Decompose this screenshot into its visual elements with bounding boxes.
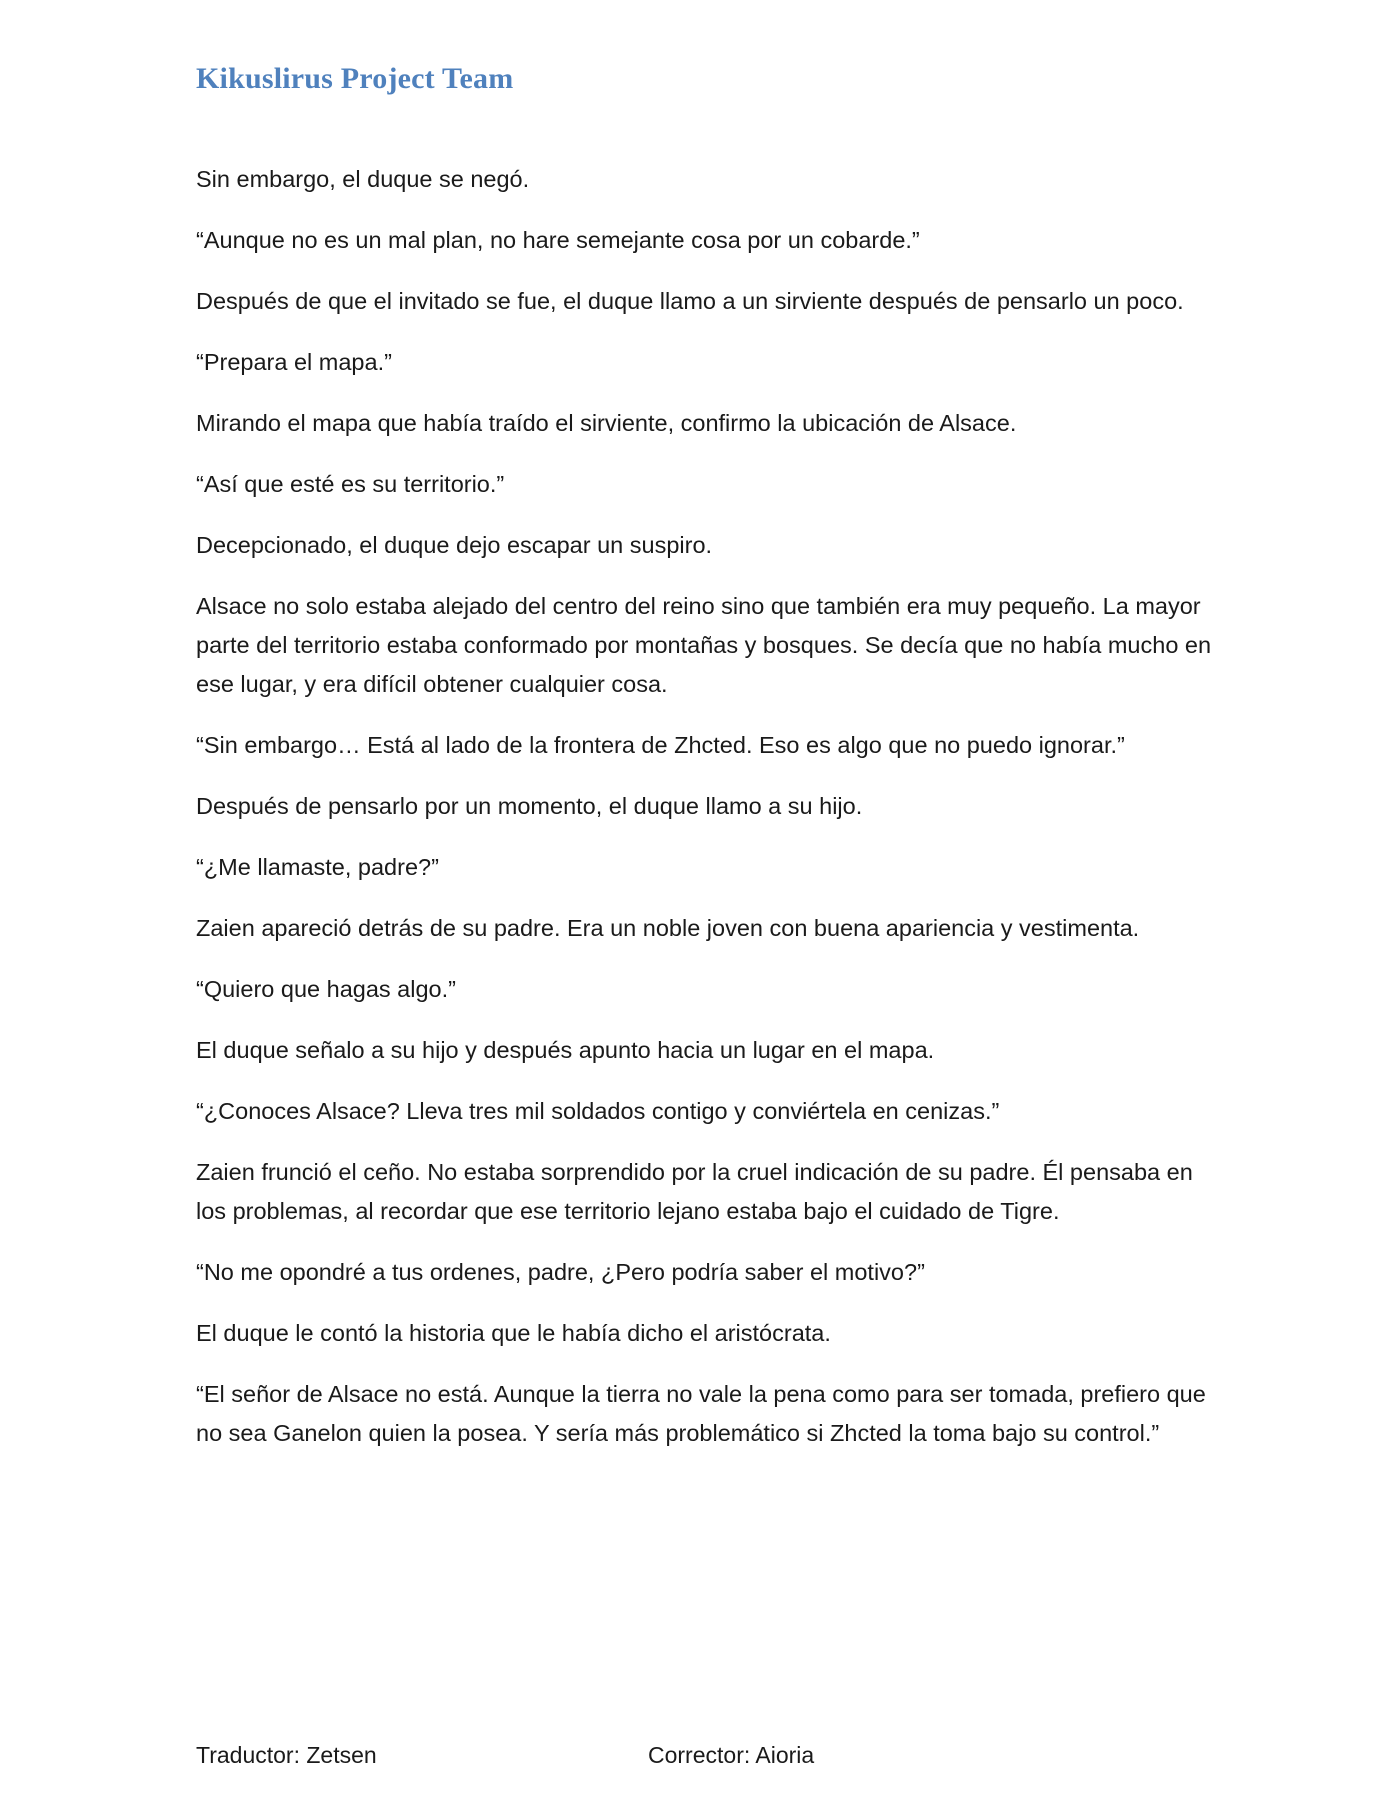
paragraph: “Prepara el mapa.” xyxy=(196,349,392,375)
paragraph: Alsace no solo estaba alejado del centro del reino sino que también era muy pequeño. La mayor parte del territorio estaba conformado por montañas y bosques. Se decía que no había mucho en ese lugar, y era difícil obtener cualquier cosa. xyxy=(196,593,1212,697)
paragraph: Mirando el mapa que había traído el sirviente, confirmo la ubicación de Alsace. xyxy=(196,410,1017,436)
paragraph: El duque le contó la historia que le había dicho el aristócrata. xyxy=(196,1320,831,1346)
paragraph: “Aunque no es un mal plan, no hare semejante cosa por un cobarde.” xyxy=(196,227,920,253)
paragraph: “No me opondré a tus ordenes, padre, ¿Pero podría saber el motivo?” xyxy=(196,1259,925,1285)
paragraph: Sin embargo, el duque se negó. xyxy=(196,166,530,192)
paragraph: “Así que esté es su territorio.” xyxy=(196,471,505,497)
body-text xyxy=(196,160,1216,1475)
paragraph: Zaien apareció detrás de su padre. Era un noble joven con buena apariencia y vestimenta. xyxy=(196,915,1140,941)
paragraph: Después de que el invitado se fue, el duque llamo a un sirviente después de pensarlo un poco. xyxy=(196,288,1184,314)
paragraph: “Quiero que hagas algo.” xyxy=(196,976,456,1002)
paragraph: Zaien frunció el ceño. No estaba sorprendido por la cruel indicación de su padre. Él pensaba en los problemas, al recordar que ese territorio lejano estaba bajo el cuidado de Tigre. xyxy=(196,1159,1193,1224)
paragraph: Después de pensarlo por un momento, el duque llamo a su hijo. xyxy=(196,793,863,819)
footer-translator: Traductor: Zetsen xyxy=(196,1742,377,1768)
paragraph: “El señor de Alsace no está. Aunque la tierra no vale la pena como para ser tomada, prefiero que no sea Ganelon quien la posea. Y sería más problemático si Zhcted la toma bajo su control.” xyxy=(196,1381,1206,1446)
paragraph: El duque señalo a su hijo y después apunto hacia un lugar en el mapa. xyxy=(196,1037,935,1063)
paragraph: Decepcionado, el duque dejo escapar un suspiro. xyxy=(196,532,713,558)
paragraph: “¿Me llamaste, padre?” xyxy=(196,854,439,880)
paragraph: “¿Conoces Alsace? Lleva tres mil soldados contigo y conviértela en cenizas.” xyxy=(196,1098,1000,1124)
header-title: Kikuslirus Project Team xyxy=(196,62,514,95)
paragraph: “Sin embargo… Está al lado de la frontera de Zhcted. Eso es algo que no puedo ignorar.” xyxy=(196,732,1125,758)
footer-corrector: Corrector: Aioria xyxy=(648,1742,815,1768)
